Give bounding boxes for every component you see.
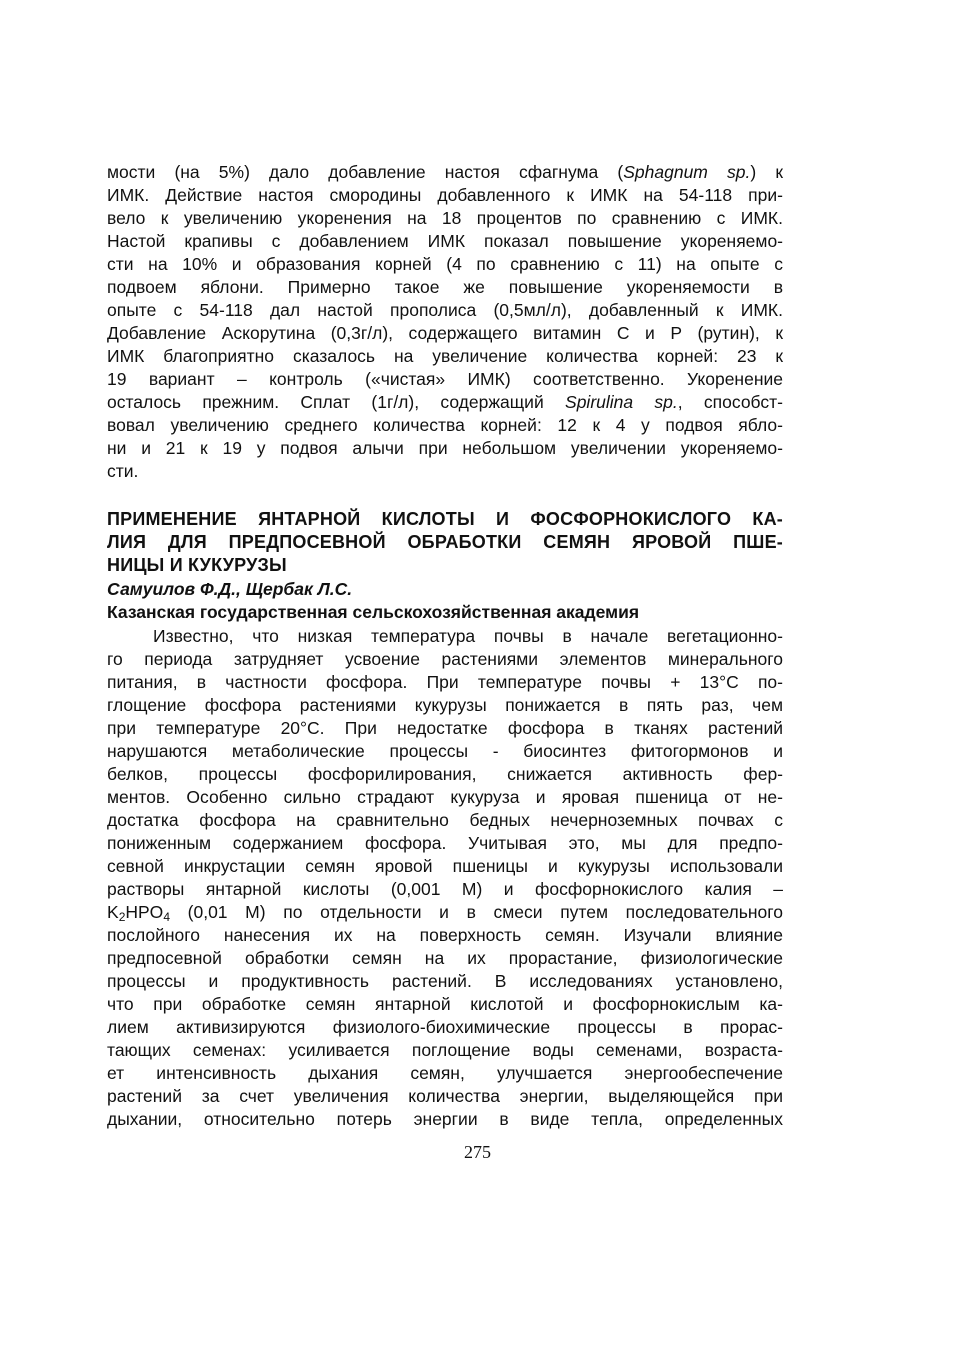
body-text-line: севной инкрустации семян яровой пшеницы и кукурузы использовали bbox=[107, 856, 783, 876]
body-text-line: белков, процессы фосфорилирования, снижается активность фер- bbox=[107, 764, 783, 784]
body-text-line: предпосевной обработки семян на их прорастание, физиологические bbox=[107, 948, 783, 968]
body-text-line: нарушаются метаболические процессы - биосинтез фитогормонов и bbox=[107, 741, 783, 761]
body-text-line: глощение фосфора растениями кукурузы понижается в пять раз, чем bbox=[107, 695, 783, 715]
body-text-line: сти. bbox=[107, 461, 139, 481]
text-span: ) к bbox=[750, 162, 783, 182]
text-span: мости (на 5%) дало добавление настоя сфагнума ( bbox=[107, 162, 624, 182]
formula-text: HPO bbox=[125, 902, 164, 922]
body-text-line: опыте с 54-118 дал настой прополиса (0,5мл/л), добавленный к ИМК. bbox=[107, 300, 783, 320]
body-text-line: Добавление Аскорутина (0,3г/л), содержащего витамин С и Р (рутин), к bbox=[107, 323, 783, 343]
body-text-line: пониженным содержанием фосфора. Учитывая это, мы для предпо- bbox=[107, 833, 783, 853]
species-name: Spirulina sp. bbox=[565, 392, 678, 412]
body-text-line: процессы и продуктивность растений. В исследованиях установлено, bbox=[107, 971, 783, 991]
body-text-line: ментов. Особенно сильно страдают кукуруза и яровая пшеница от не- bbox=[107, 787, 783, 807]
page-number: 275 bbox=[464, 1142, 491, 1162]
body-text-line: ни и 21 к 19 у подвоя алычи при небольшом увеличении укореняемо- bbox=[107, 438, 783, 458]
body-text-line: растений за счет увеличения количества энергии, выделяющейся при bbox=[107, 1086, 783, 1106]
body-text-line: вело к увеличению укоренения на 18 процентов по сравнению с ИМК. bbox=[107, 208, 783, 228]
body-text-line: ИМК благоприятно сказалось на увеличение количества корней: 23 к bbox=[107, 346, 783, 366]
body-text-line: послойного нанесения их на поверхность семян. Изучали влияние bbox=[107, 925, 783, 945]
body-text-line: го периода затрудняет усвоение растениями элементов минерального bbox=[107, 649, 783, 669]
body-text-line: питания, в частности фосфора. При температуре почвы + 13°С по- bbox=[107, 672, 783, 692]
body-text-line: сти на 10% и образования корней (4 по сравнению с 11) на опыте с bbox=[107, 254, 783, 274]
body-text-line: тающих семенах: усиливается поглощение воды семенами, возраста- bbox=[107, 1040, 783, 1060]
body-text-line bbox=[107, 901, 783, 924]
body-text-line: Настой крапивы с добавлением ИМК показал повышение укореняемо- bbox=[107, 231, 783, 251]
formula-subscript: 2 bbox=[118, 910, 126, 924]
body-text-line: подвоем яблони. Примерно такое же повышение укореняемости в bbox=[107, 277, 783, 297]
body-text-line: достатка фосфора на сравнительно бедных нечерноземных почвах с bbox=[107, 810, 783, 830]
body-text-line: дыхании, относительно потерь энергии в виде тепла, определенных bbox=[107, 1109, 783, 1129]
text-span: (0,01 М) по отдельности и в смеси путем последовательного bbox=[170, 902, 783, 922]
article-title-line: НИЦЫ И КУКУРУЗЫ bbox=[107, 555, 287, 575]
institution: Казанская государственная сельскохозяйственная академия bbox=[107, 602, 640, 622]
species-name: Sphagnum sp. bbox=[623, 162, 751, 182]
article-title-line: ПРИМЕНЕНИЕ ЯНТАРНОЙ КИСЛОТЫ И ФОСФОРНОКИСЛОГО КА- bbox=[107, 509, 783, 529]
body-text-line: лием активизируются физиолого-биохимические процессы в прорас- bbox=[107, 1017, 783, 1037]
authors: Самуилов Ф.Д., Щербак Л.С. bbox=[107, 579, 353, 599]
body-text-line: ет интенсивность дыхания семян, улучшается энергообеспечение bbox=[107, 1063, 783, 1083]
formula-subscript: 4 bbox=[163, 910, 170, 924]
body-text-line bbox=[107, 161, 783, 184]
body-text-line bbox=[107, 391, 783, 414]
article-title-line: ЛИЯ ДЛЯ ПРЕДПОСЕВНОЙ ОБРАБОТКИ СЕМЯН ЯРОВОЙ ПШЕ- bbox=[107, 532, 783, 552]
body-text-line: что при обработке семян янтарной кислотой и фосфорнокислым ка- bbox=[107, 994, 783, 1014]
body-text-line: ИМК. Действие настоя смородины добавленного к ИМК на 54-118 при- bbox=[107, 185, 783, 205]
body-text-line: Известно, что низкая температура почвы в начале вегетационно- bbox=[153, 626, 783, 646]
body-text-line: 19 вариант – контроль («чистая» ИМК) соответственно. Укоренение bbox=[107, 369, 783, 389]
formula-text: K bbox=[107, 902, 119, 922]
body-text-line: растворы янтарной кислоты (0,001 М) и фосфорнокислого калия – bbox=[107, 879, 783, 899]
text-span: , способст- bbox=[677, 392, 783, 412]
body-text-line: вовал увеличению среднего количества корней: 12 к 4 у подвоя ябло- bbox=[107, 415, 783, 435]
body-text-line: при температуре 20°С. При недостатке фосфора в тканях растений bbox=[107, 718, 783, 738]
text-span: осталось прежним. Сплат (1г/л), содержащий bbox=[107, 392, 566, 412]
